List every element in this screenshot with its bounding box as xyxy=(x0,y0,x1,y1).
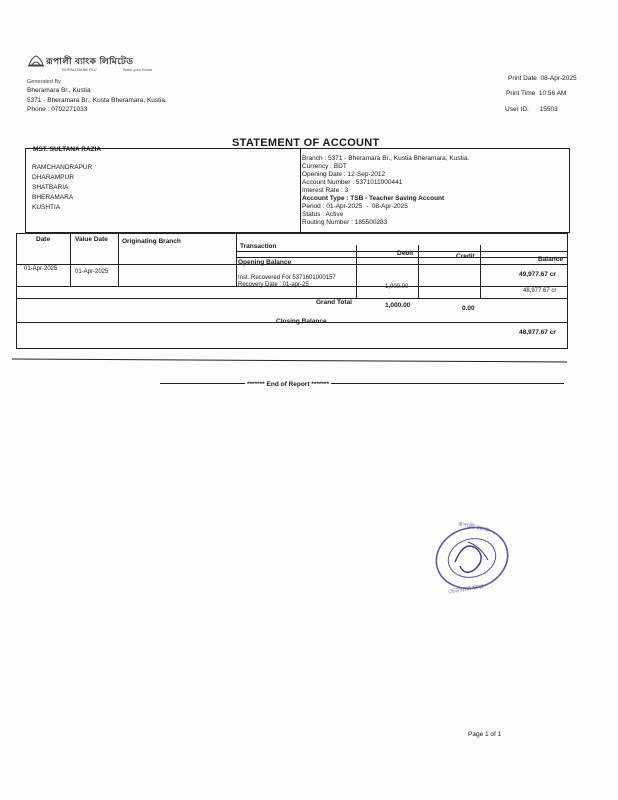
bank-stamp xyxy=(430,520,520,600)
account-interest-rate: Interest Rate : 3 xyxy=(302,187,349,194)
closing-balance-value: 48,977.67 cr xyxy=(519,329,556,336)
bank-logo-tagline: Bank your future xyxy=(123,67,153,72)
column-header-balance: Balance xyxy=(538,256,563,263)
print-date: Print Date 08-Apr-2025 xyxy=(508,75,577,82)
table-row-debit: 1,000.00 xyxy=(385,284,409,290)
generated-address: 5371 - Bheramara Br., Kusta Bheramara, Kustia. xyxy=(27,97,167,104)
column-header-value-date: Value Date xyxy=(75,236,108,243)
account-currency: Currency : BDT xyxy=(302,163,347,170)
account-info-box xyxy=(25,148,570,233)
account-status: Status : Active xyxy=(302,211,344,218)
table-row-value-date: 01-Apr-2025 xyxy=(75,269,109,275)
table-row-transaction: Inst. Recovered For 5371601000157 xyxy=(238,275,336,281)
grand-total-label: Grand Total xyxy=(316,299,352,306)
customer-address-line: SHATBARIA xyxy=(32,184,69,191)
column-header-originating-branch: Originating Branch xyxy=(122,238,181,245)
customer-name: MST. SULTANA RAZIA xyxy=(33,146,102,153)
grand-total-debit: 1,000.00 xyxy=(385,302,411,309)
account-info-divider xyxy=(300,149,301,232)
generated-by-label: Generated By xyxy=(27,79,61,85)
table-row-balance: 48,977.67 cr xyxy=(523,288,557,294)
customer-address-line: DHARAMPUR xyxy=(32,174,74,181)
stamp-top-text: রূপালী ব্যাংক xyxy=(457,521,490,535)
customer-address-line: KUSHTIA xyxy=(32,204,61,211)
column-header-transaction: Transaction xyxy=(240,243,277,250)
account-routing-number: Routing Number : 185500283 xyxy=(302,219,388,226)
column-header-credit: Credit xyxy=(456,253,475,260)
account-period: Period : 01-Apr-2025 - 08-Apr-2025 xyxy=(302,203,408,210)
user-id: User ID. 15503 xyxy=(505,106,558,113)
bank-logo-text: রূপালী ব্যাংক লিমিটেড xyxy=(46,56,134,66)
column-header-debit: Debit xyxy=(397,250,414,257)
generated-branch: Bheramara Br., Kustia xyxy=(27,87,91,94)
closing-balance-label: Closing Balance xyxy=(276,318,327,325)
account-branch: Branch : 5371 - Bheramara Br., Kustia Bheramara, Kustia. xyxy=(302,155,470,162)
end-of-report: ******* End of Report ******* xyxy=(247,381,329,388)
table-row-date: 01-Apr-2025 xyxy=(24,266,58,272)
table-row-recovery-date: Recovery Date : 01-apr-25 xyxy=(238,282,309,288)
end-of-report-line xyxy=(160,383,564,384)
grand-total-credit: 0.00 xyxy=(462,305,475,312)
print-time: Print Time 10:56 AM xyxy=(506,90,567,97)
bank-logo xyxy=(28,55,168,77)
opening-balance-label: Opening Balance xyxy=(238,259,292,266)
customer-address-line: RAMCHANDRAPUR xyxy=(32,164,93,171)
report-divider xyxy=(12,359,567,363)
page-title: STATEMENT OF ACCOUNT xyxy=(232,137,380,149)
bank-logo-subtitle: RUPALI BANK PLC xyxy=(62,67,98,72)
bank-emblem-icon xyxy=(28,55,44,69)
account-type: Account Type : TSB - Teacher Saving Account xyxy=(302,195,445,202)
generated-phone: Phone : 0702271033 xyxy=(27,106,88,113)
account-number: Account Number : 5371011000441 xyxy=(302,179,403,186)
page-number: Page 1 of 1 xyxy=(468,731,502,738)
opening-balance-value: 49,977.67 cr xyxy=(519,271,556,278)
stamp-bottom-text: ভেড়ামারা শাখা xyxy=(447,584,485,596)
account-opening-date: Opening Date : 12-Sep-2012 xyxy=(302,171,386,178)
column-header-date: Date xyxy=(36,236,51,243)
customer-address-line: BHERAMARA xyxy=(32,194,74,201)
